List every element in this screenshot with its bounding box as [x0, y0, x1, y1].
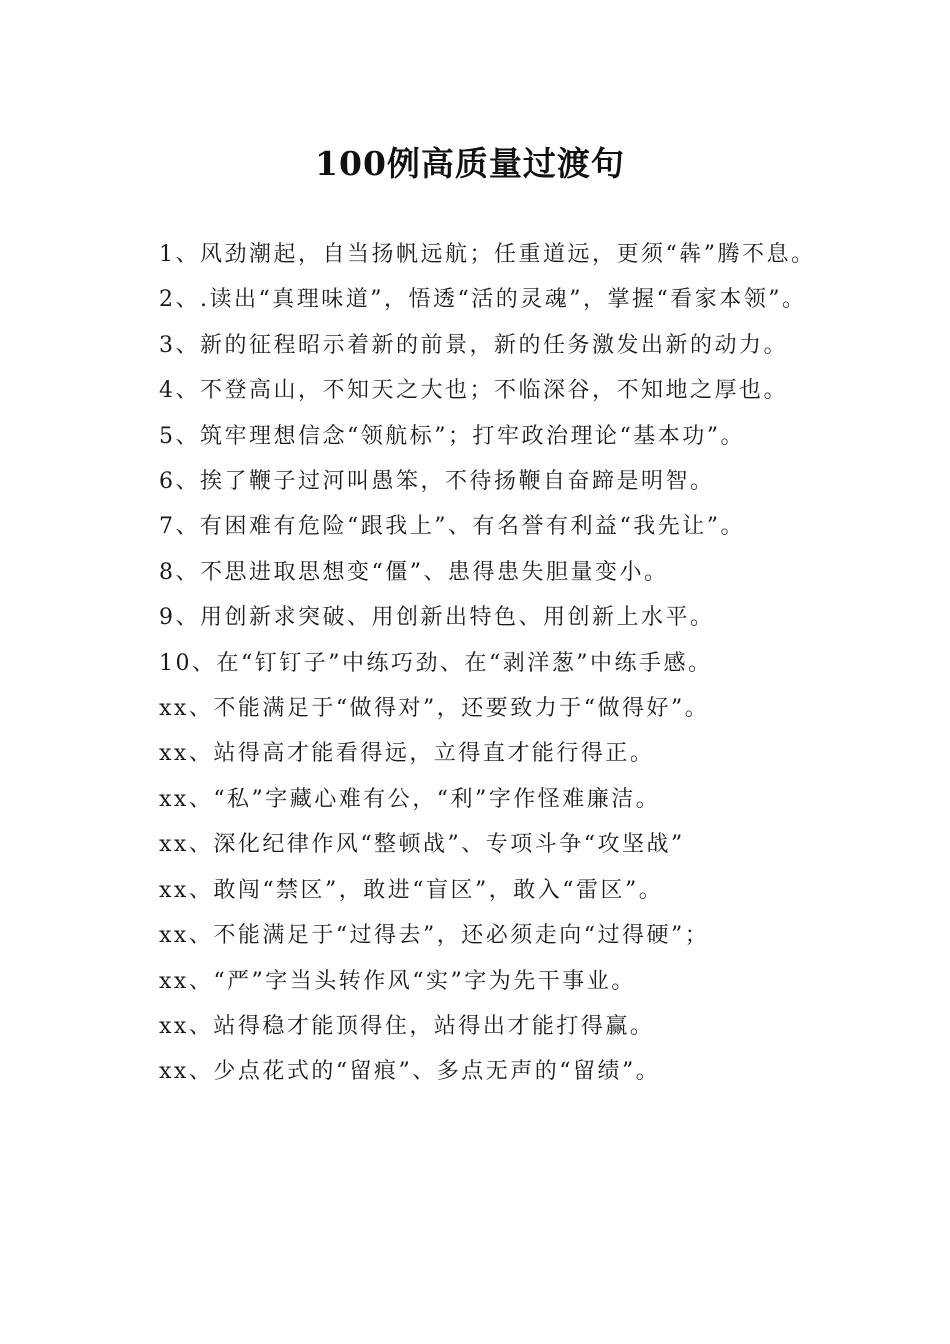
paragraph: xx、少点花式的“留痕”、多点无声的“留绩”。 [159, 1059, 661, 1085]
paragraph: 2、.读出“真理味道”，悟透“活的灵魂”，掌握“看家本领”。 [159, 287, 807, 313]
paragraph: 1、风劲潮起，自当扬帆远航；任重道远，更须“犇”腾不息。 [159, 242, 816, 267]
paragraph: xx、深化纪律作风“整顿战”、专项斗争“攻坚战” [159, 832, 685, 858]
paragraph: xx、“严”字当头转作风“实”字为先干事业。 [159, 968, 636, 994]
paragraph: 4、不登高山，不知天之大也；不临深谷，不知地之厚也。 [159, 378, 788, 404]
paragraph: xx、站得高才能看得远，立得直才能行得正。 [159, 741, 655, 767]
paragraph: 8、不思进取思想变“僵”、患得患失胆量变小。 [159, 559, 669, 585]
document-body [117, 232, 829, 1095]
paragraph: xx、敢闯“禁区”，敢进“盲区”，敢入“雷区”。 [159, 877, 664, 903]
paragraph: 3、新的征程昭示着新的前景，新的任务激发出新的动力。 [159, 332, 788, 358]
paragraph: 9、用创新求突破、用创新出特色、用创新上水平。 [159, 605, 715, 631]
document-title: 100例高质量过渡句 [315, 144, 625, 183]
paragraph: xx、站得稳才能顶得住，站得出才能打得赢。 [159, 1013, 655, 1039]
paragraph: 7、有困难有危险“跟我上”、有名誉有利益“我先让”。 [159, 514, 745, 540]
paragraph: 5、筑牢理想信念“领航标”；打牢政治理论“基本功”。 [159, 423, 745, 449]
paragraph: 10、在“钉钉子”中练巧劲、在“剥洋葱”中练手感。 [159, 650, 713, 676]
paragraph: xx、“私”字藏心难有公，“利”字作怪难廉洁。 [159, 786, 661, 812]
paragraph: 6、挨了鞭子过河叫愚笨，不待扬鞭自奋蹄是明智。 [159, 469, 715, 495]
paragraph: xx、不能满足于“过得去”，还必须走向“过得硬”； [159, 923, 710, 949]
paragraph: xx、不能满足于“做得对”，还要致力于“做得好”。 [159, 696, 710, 722]
